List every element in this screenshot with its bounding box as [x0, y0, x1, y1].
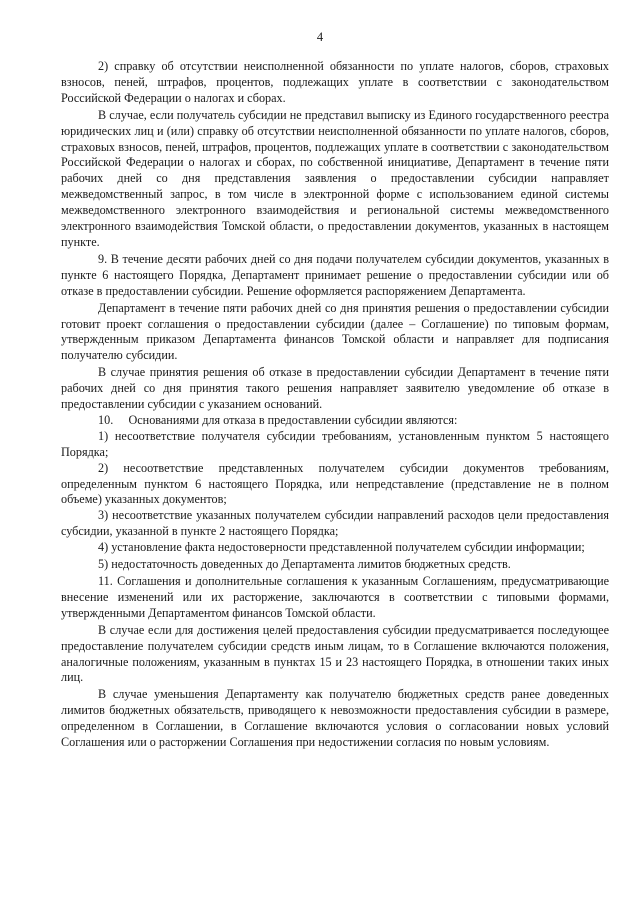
page-number: 4 — [316, 30, 324, 44]
list-item-ground-4: 4) установление факта недостоверности представленной получателем субсидии информации; — [98, 540, 585, 555]
list-item-ground-5: 5) недостаточность доведенных до Департамента лимитов бюджетных средств. — [98, 557, 511, 572]
list-item-ground-3: 3) несоответствие указанных получателем субсидии направлений расходов цели предоставления субсидии, указанной в пункте 2 настоящего Порядка; — [61, 508, 609, 539]
document-body — [61, 59, 609, 751]
paragraph-refusal-notice: В случае принятия решения об отказе в предоставлении субсидии Департамент в течение пяти рабочих дней со дня принятия такого решения направляет заявителю уведомление об отказе в предоставлении субсидии с указанием оснований. — [61, 365, 609, 412]
paragraph-interagency-request: В случае, если получатель субсидии не представил выписку из Единого государственного реестра юридических лиц и (или) справку об отсутствии неисполненной обязанности по уплате налогов, сборов, страховых взносов, пеней, штрафов, процентов, подлежащих уплате в соответствии с законодательством Российской Федерации о налогах и сборах, по собственной инициативе, Департамент в течение пяти рабочих дней со дня представления заявления о предоставлении субсидии направляет межведомственный запрос, в том числе в электронной форме с использованием единой системы межведомственного электронного взаимодействия и региональной системы межведомственного электронного взаимодействия Томской области, о предоставлении документов, указанных в настоящем пункте. — [61, 107, 609, 249]
paragraph-limits-reduction: В случае уменьшения Департаменту как получателю бюджетных средств ранее доведенных лимитов бюджетных обязательств, приводящего к невозможности предоставления субсидии в размере, определенном в Соглашении, в Соглашение включаются условия о согласовании новых условий Соглашения или о расторжении Соглашения при недостижении согласия по новым условиям. — [61, 687, 609, 750]
paragraph-10-grounds: 10. Основаниями для отказа в предоставлении субсидии являются: — [98, 412, 458, 427]
paragraph-9-decision: 9. В течение десяти рабочих дней со дня подачи получателем субсидии документов, указанных в пункте 6 настоящего Порядка, Департамент принимает решение о предоставлении субсидии или об отказе в предоставлении субсидии. Решение оформляется распоряжением Департамента. — [61, 251, 609, 298]
list-item-ground-2: 2) несоответствие представленных получателем субсидии документов требованиям, определенным пунктом 6 настоящего Порядка, или непредставление (представление не в полном объеме) указанных документов; — [61, 460, 609, 507]
paragraph-2-certificate: 2) справку об отсутствии неисполненной обязанности по уплате налогов, сборов, страховых взносов, пеней, штрафов, процентов, подлежащих уплате в соответствии с законодательством Российской Федерации о налогах и сборах. — [61, 59, 609, 105]
list-item-ground-1: 1) несоответствие получателя субсидии требованиям, установленным пунктом 5 настоящего Порядка; — [61, 428, 609, 459]
paragraph-11-agreements: 11. Соглашения и дополнительные соглашения к указанным Соглашениям, предусматривающие внесение изменений или их расторжение, заключаются в соответствии с типовыми формами, утвержденными Департаментом финансов Томской области. — [61, 574, 609, 620]
paragraph-third-parties: В случае если для достижения целей предоставления субсидии предусматривается последующее предоставление получателем субсидии средств иным лицам, то в Соглашение включаются положения, аналогичные положениям, указанным в пунктах 15 и 23 настоящего Порядка, в отношении таких иных лиц. — [61, 622, 609, 685]
paragraph-agreement-draft: Департамент в течение пяти рабочих дней со дня принятия решения о предоставлении субсидии готовит проект соглашения о предоставлении субсидии (далее – Соглашение) по типовым формам, утвержденным приказом Департамента финансов Томской области и направляет для подписания получателю субсидии. — [61, 300, 609, 363]
